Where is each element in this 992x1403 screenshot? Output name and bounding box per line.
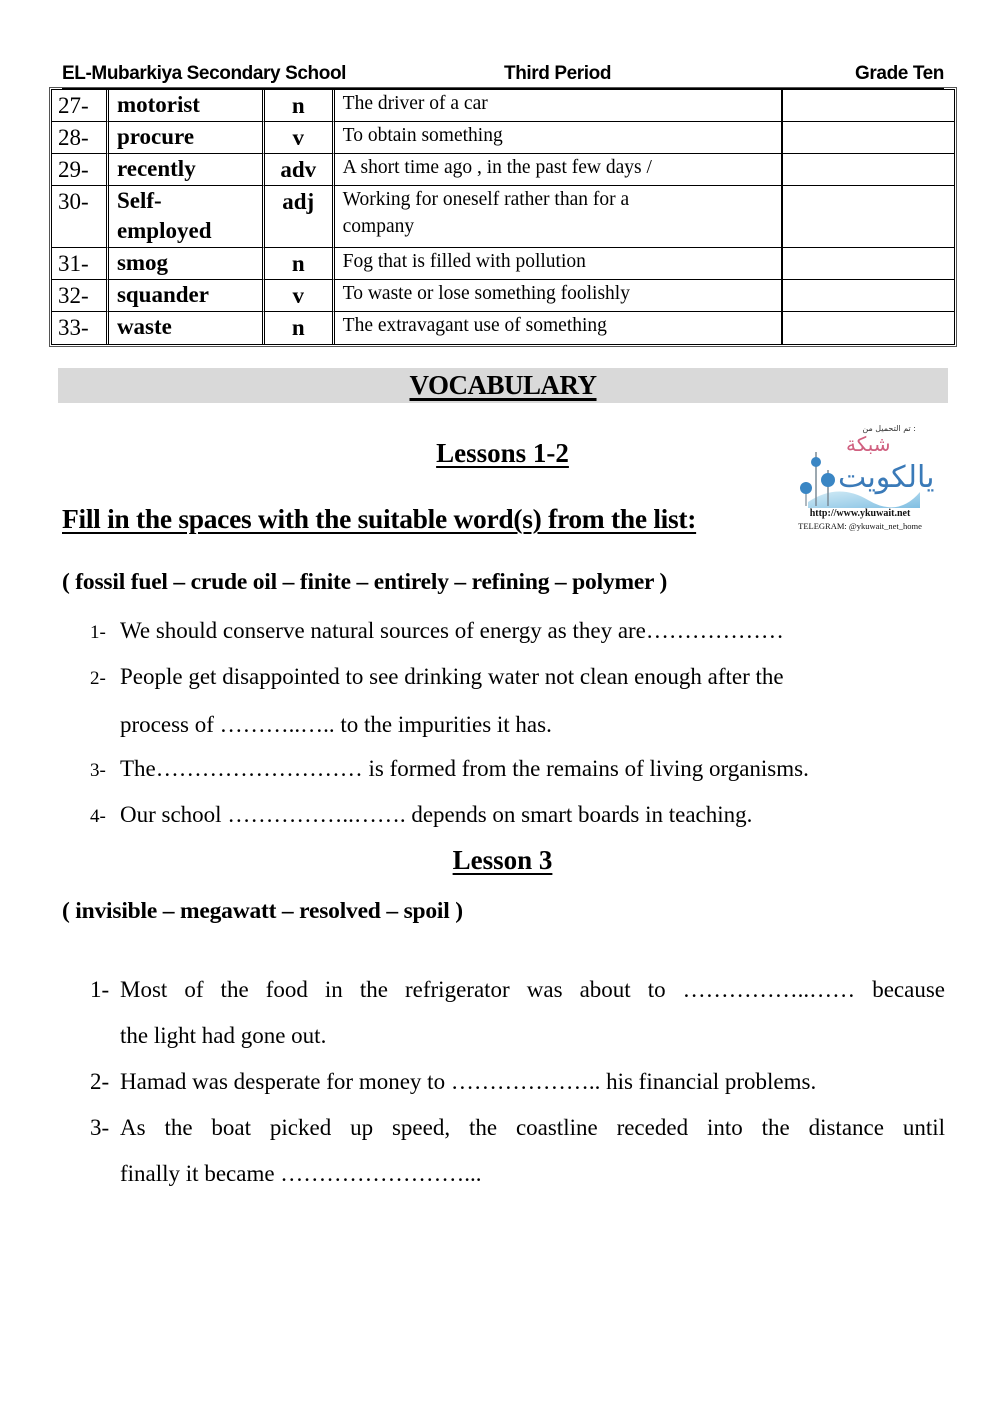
school-name: EL-Mubarkiya Secondary School: [62, 63, 347, 84]
part-of-speech: n: [265, 248, 335, 280]
translation-cell: [783, 90, 954, 122]
section-heading: VOCABULARY: [409, 370, 597, 400]
part-of-speech: n: [265, 90, 335, 122]
question-text: Hamad was desperate for money to ……………….. his financial problems.: [120, 1069, 817, 1094]
question-text-line1: Most of the food in the refrigerator was about to ……………..…… because: [120, 977, 945, 1002]
row-number: 28-: [52, 122, 109, 154]
translation-cell: [783, 122, 954, 154]
vocab-word: [109, 186, 265, 248]
question-text: Our school ……………..……. depends on smart boards in teaching.: [120, 802, 753, 827]
table-row: [52, 280, 954, 312]
definition: The extravagant use of something: [335, 312, 783, 344]
definition: To waste or lose something foolishly: [335, 280, 783, 312]
row-number: 31-: [52, 248, 109, 280]
table-row: [52, 90, 954, 122]
question-text-line2: the light had gone out.: [120, 1023, 327, 1048]
question-item: [90, 792, 752, 840]
lesson-3-word-list: ( invisible – megawatt – resolved – spoil ): [62, 898, 463, 924]
part-of-speech: v: [265, 280, 335, 312]
question-number: 4-: [90, 806, 106, 827]
part-of-speech: adj: [265, 186, 335, 248]
translation-cell: [783, 312, 954, 344]
definition: To obtain something: [335, 122, 783, 154]
question-text-line2: finally it became ……………………...: [120, 1161, 482, 1186]
table-row: [52, 312, 954, 344]
vocab-word: motorist: [109, 90, 265, 122]
row-number: 29-: [52, 154, 109, 186]
row-number: 32-: [52, 280, 109, 312]
table-row: [52, 248, 954, 280]
vocabulary-banner: [58, 368, 948, 403]
row-number: 33-: [52, 312, 109, 344]
translation-cell: [783, 280, 954, 312]
question-item: [90, 654, 784, 748]
definition: The driver of a car: [335, 90, 783, 122]
translation-cell: [783, 154, 954, 186]
vocab-word: recently: [109, 154, 265, 186]
question-number: 1-: [90, 622, 106, 643]
logo-tagline: تم التحميل من :: [862, 424, 916, 433]
question-number: 2-: [90, 668, 106, 689]
vocab-word: waste: [109, 312, 265, 344]
part-of-speech: n: [265, 312, 335, 344]
question-item: [90, 967, 945, 1059]
vocab-word-line2: employed: [116, 218, 212, 243]
definition-line1: Working for oneself rather than for a: [342, 189, 630, 210]
period-label: Third Period: [504, 63, 612, 84]
translation-cell: [783, 248, 954, 280]
question-line1: [90, 967, 945, 1013]
vocab-word-line1: Self-: [116, 188, 162, 213]
definition: Fog that is filled with pollution: [335, 248, 783, 280]
definition-line2: company: [342, 216, 415, 237]
instruction-text: Fill in the spaces with the suitable word(s) from the list:: [62, 503, 697, 534]
logo-telegram: TELEGRAM: @ykuwait_net_home: [798, 521, 922, 531]
page-header: [62, 60, 944, 90]
question-text: The……………………… is formed from the remains of living organisms.: [120, 756, 809, 781]
table-row: [52, 154, 954, 186]
question-item: [90, 608, 784, 656]
vocab-word: procure: [109, 122, 265, 154]
question-item: [90, 1059, 816, 1105]
row-number: 30-: [52, 186, 109, 248]
question-line1: [90, 1105, 945, 1151]
question-number: 3-: [90, 1115, 110, 1140]
part-of-speech: adv: [265, 154, 335, 186]
table-row: [52, 122, 954, 154]
vocab-word: smog: [109, 248, 265, 280]
logo-url: http://www.ykuwait.net: [809, 508, 911, 519]
logo-arabic-line2: يالكويت: [838, 460, 935, 495]
part-of-speech: v: [265, 122, 335, 154]
lessons-1-2-title: Lessons 1-2: [436, 438, 569, 468]
question-item: [90, 746, 809, 794]
question-text: We should conserve natural sources of energy as they are………………: [120, 618, 784, 643]
question-number: 3-: [90, 760, 106, 781]
question-text-line2: process of ………..….. to the impurities it has.: [120, 712, 552, 737]
table-row: [52, 186, 954, 248]
question-item: [90, 1105, 945, 1197]
row-number: 27-: [52, 90, 109, 122]
definition: [335, 186, 783, 248]
vocab-word: squander: [109, 280, 265, 312]
definition: A short time ago , in the past few days /: [335, 154, 783, 186]
grade-label: Grade Ten: [855, 63, 944, 84]
question-number: 2-: [90, 1069, 110, 1094]
question-number: 1-: [90, 977, 110, 1002]
question-text-line1: People get disappointed to see drinking water not clean enough after the: [120, 664, 784, 689]
logo-arabic-line1: شبكة: [846, 432, 891, 456]
lessons-1-2-word-list: ( fossil fuel – crude oil – finite – entirely – refining – polymer ): [62, 569, 668, 595]
translation-cell: [783, 186, 954, 248]
question-text-line1: As the boat picked up speed, the coastline receded into the distance until: [120, 1115, 945, 1140]
vocabulary-table: [51, 89, 955, 345]
lesson-3-title: Lesson 3: [452, 845, 553, 875]
